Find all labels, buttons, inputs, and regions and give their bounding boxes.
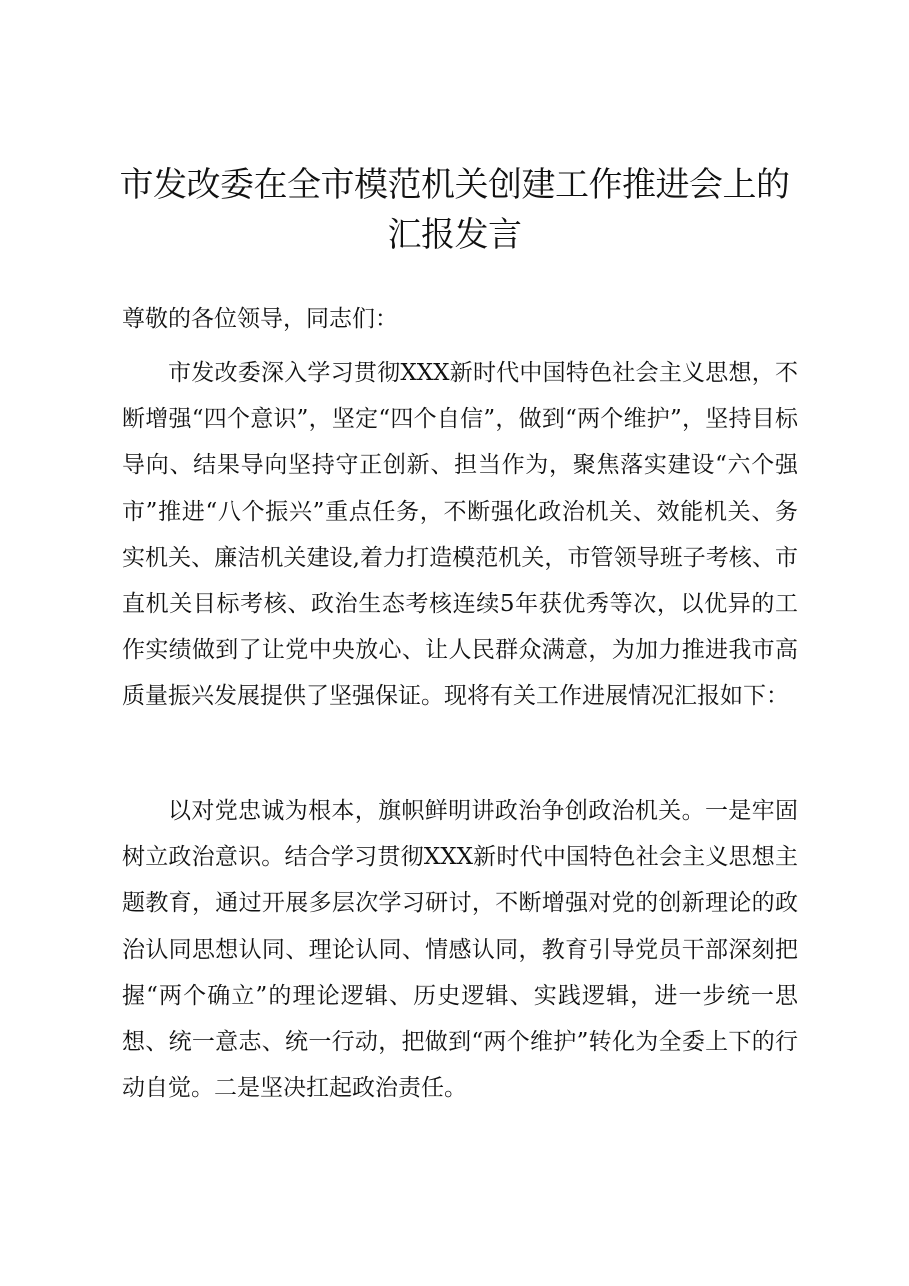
paragraph-2: 以对党忠诚为根本，旗帜鲜明讲政治争创政治机关。一是牢固树立政治意识。结合学习贯彻XXX新时代中国特色社会主义思想主题教育，通过开展多层次学习研讨，不断增强对党的创新理论的政治认同思想认同、理论认同、情感认同，教育引导党员干部深刻把握“两个确立”的理论逻辑、历史逻辑、实践逻辑，进一步统一思想、统一意志、统一行动，把做到“两个维护”转化为全委上下的行动自觉。二是坚决扛起政治责任。 xyxy=(122,798,798,1102)
document-title xyxy=(100,160,809,260)
title-line-2: 汇报发言 xyxy=(387,215,522,255)
title-line-1: 市发改委在全市模范机关创建工作推进会上的 xyxy=(119,165,790,205)
salutation: 尊敬的各位领导，同志们： xyxy=(122,306,398,332)
paragraph-1: 市发改委深入学习贯彻XXX新时代中国特色社会主义思想，不断增强“四个意识”，坚定“四个自信”，做到“两个维护”，坚持目标导向、结果导向坚持守正创新、担当作为，聚焦落实建设“六个强市”推进“八个振兴”重点任务，不断强化政治机关、效能机关、务实机关、廉洁机关建设,着力打造模范机关，市管领导班子考核、市直机关目标考核、政治生态考核连续5年获优秀等次，以优异的工作实绩做到了让党中央放心、让人民群众满意，为加力推进我市高质量振兴发展提供了坚强保证。现将有关工作进展情况汇报如下： xyxy=(122,360,798,710)
